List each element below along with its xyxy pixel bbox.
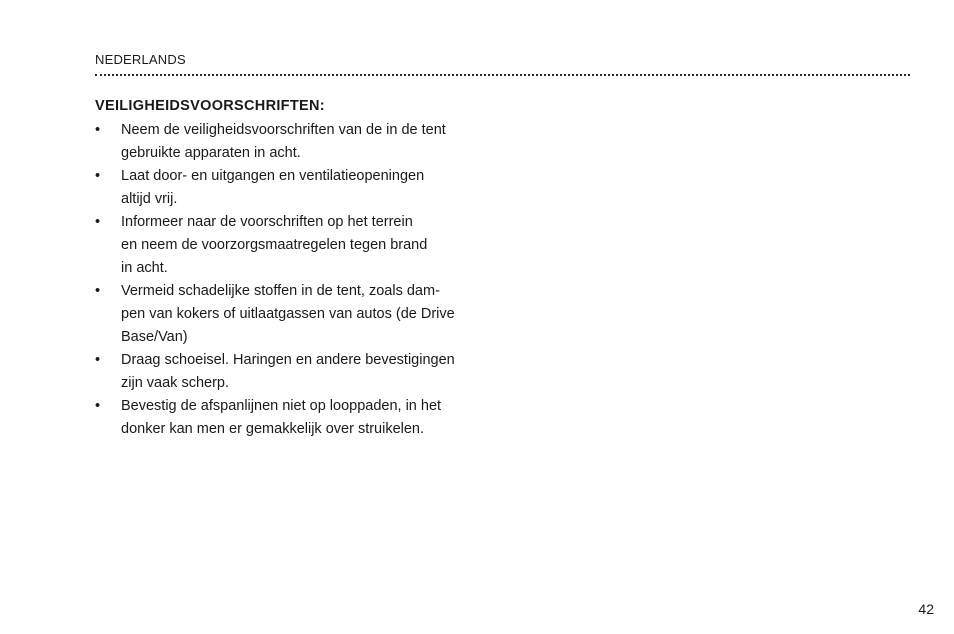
list-item-line: Neem de veiligheidsvoorschriften van de in de tent	[121, 122, 446, 138]
bullet-icon: •	[95, 168, 101, 184]
list-item-line: altijd vrij.	[121, 191, 178, 207]
list-item-line: Vermeid schadelijke stoffen in de tent, zoals dam-	[121, 283, 440, 299]
bullet-icon: •	[95, 398, 101, 414]
list-item-line: gebruikte apparaten in acht.	[121, 145, 301, 161]
section-label: NEDERLANDS	[95, 52, 186, 67]
list-item	[95, 349, 505, 395]
list-item-line: pen van kokers of uitlaatgassen van autos (de Drive	[121, 306, 455, 322]
list-item	[95, 165, 505, 211]
bullet-icon: •	[95, 352, 101, 368]
list-item-line: Bevestig de afspanlijnen niet op looppaden, in het	[121, 398, 442, 414]
list-item-line: in acht.	[121, 260, 168, 276]
bullet-icon: •	[95, 214, 101, 230]
list-item	[95, 211, 505, 280]
bullet-icon: •	[95, 283, 101, 299]
bullet-icon: •	[95, 122, 101, 138]
dotted-divider	[95, 74, 910, 76]
list-item	[95, 119, 505, 165]
page-number: 42	[918, 601, 934, 617]
list-item	[95, 280, 505, 349]
list-item-line: zijn vaak scherp.	[121, 375, 229, 391]
list-item-line: Draag schoeisel. Haringen en andere bevestigingen	[121, 352, 455, 368]
list-item-line: en neem de voorzorgsmaatregelen tegen brand	[121, 237, 428, 253]
safety-rules-list	[95, 119, 505, 441]
section-heading: VEILIGHEIDSVOORSCHRIFTEN:	[95, 98, 325, 114]
list-item-line: Informeer naar de voorschriften op het terrein	[121, 214, 413, 230]
list-item-line: Laat door- en uitgangen en ventilatieopeningen	[121, 168, 425, 184]
safety-section	[95, 95, 505, 441]
list-item	[95, 395, 505, 441]
list-item-line: Base/Van)	[121, 329, 188, 345]
list-item-line: donker kan men er gemakkelijk over struikelen.	[121, 421, 425, 437]
